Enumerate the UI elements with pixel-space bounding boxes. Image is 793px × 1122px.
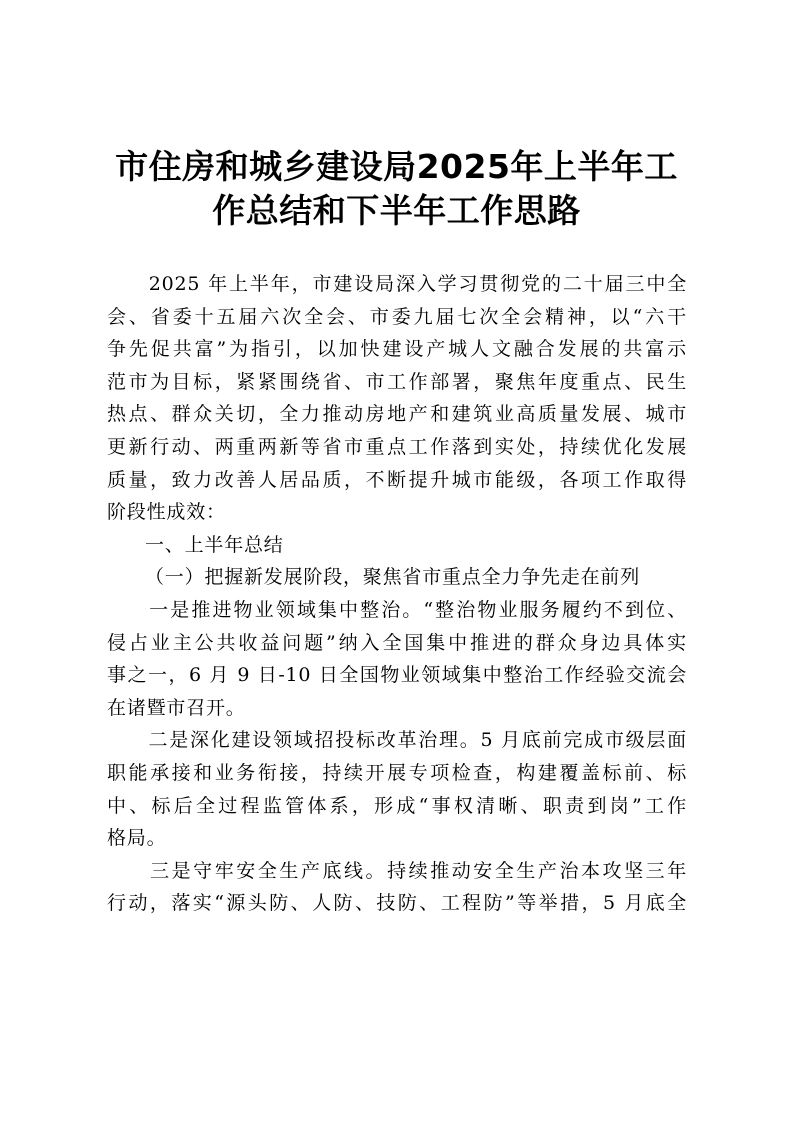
item-paragraph-3 [107, 855, 687, 920]
title-line-1: 市住房和城乡建设局2025年上半年工 [115, 147, 678, 186]
title-line-2: 作总结和下半年工作思路 [212, 191, 581, 230]
item-paragraph-1 [107, 594, 687, 724]
item3-line-2: 行动，落实“源头防、人防、技防、工程防”等举措，5 月底全 [107, 892, 687, 915]
item2-line-2: 职能承接和业务衔接，持续开展专项检查，构建覆盖标前、标 [107, 761, 687, 784]
item1-line-2: 侵占业主公共收益问题”纳入全国集中推进的群众身边具体实 [107, 631, 687, 654]
intro-line-5: 热点、群众关切，全力推动房地产和建筑业高质量发展、城市 [107, 403, 687, 426]
intro-line-7: 质量，致力改善人居品质，不断提升城市能级，各项工作取得 [107, 468, 687, 491]
item-paragraph-2 [107, 724, 687, 854]
document-title [100, 145, 693, 233]
intro-line-4: 范市为目标，紧紧围绕省、市工作部署，聚焦年度重点、民生 [107, 370, 687, 393]
item1-line-3: 事之一，6 月 9 日-10 日全国物业领域集中整治工作经验交流会 [107, 664, 687, 687]
item2-line-1: 二是深化建设领域招投标改革治理。5 月底前完成市级层面 [107, 729, 687, 752]
item2-line-3: 中、标后全过程监管体系，形成“事权清晰、职责到岗”工作 [107, 794, 687, 817]
intro-line-6: 更新行动、两重两新等省市重点工作落到实处，持续优化发展 [107, 435, 687, 458]
subsection-heading-1: （一）把握新发展阶段，聚焦省市重点全力争先走在前列 [145, 566, 641, 589]
intro-line-3: 争先促共富”为指引，以加快建设产城人文融合发展的共富示 [107, 338, 687, 361]
item2-line-4: 格局。 [107, 827, 167, 850]
intro-paragraph [107, 268, 687, 529]
item3-line-1: 三是守牢安全生产底线。持续推动安全生产治本攻坚三年 [107, 859, 687, 882]
intro-line-2: 会、省委十五届六次全会、市委九届七次全会精神，以“六干 [107, 305, 687, 328]
item1-line-4: 在诸暨市召开。 [107, 696, 246, 719]
item1-line-1: 一是推进物业领域集中整治。“整治物业服务履约不到位、 [107, 598, 687, 621]
intro-line-8: 阶段性成效： [107, 501, 226, 524]
section-heading-1: 一、上半年总结 [145, 533, 284, 556]
intro-line-1: 2025 年上半年，市建设局深入学习贯彻党的二十届三中全 [107, 273, 687, 295]
document-body [107, 268, 687, 920]
